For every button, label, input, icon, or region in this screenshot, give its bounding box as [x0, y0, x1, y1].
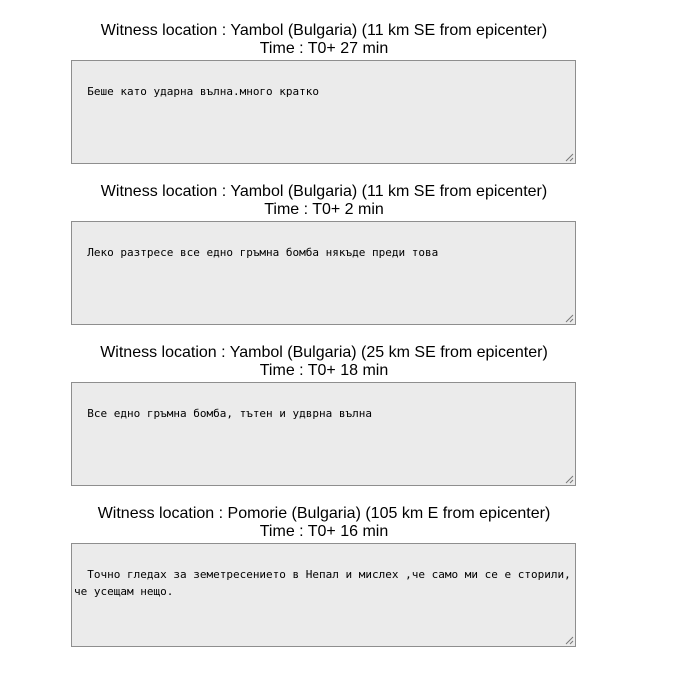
testimony-text: Точно гледах за земетресението в Непал и мислех ,че само ми се е сторили, че усещам нещо.: [74, 568, 578, 598]
witness-location: Witness location : Yambol (Bulgaria) (25 km SE from epicenter): [100, 344, 548, 361]
resize-grip-icon[interactable]: [565, 636, 574, 645]
witness-report: [0, 344, 648, 380]
witness-location: Witness location : Pomorie (Bulgaria) (105 km E from epicenter): [97, 505, 551, 522]
resize-grip-icon[interactable]: [565, 475, 574, 484]
testimony-textarea[interactable]: [71, 382, 576, 486]
testimony-text: Все едно гръмна бомба, тътен и удврна вълна: [87, 407, 373, 420]
witness-report: [0, 183, 648, 219]
testimony-textarea[interactable]: [71, 543, 576, 647]
resize-grip-icon[interactable]: [565, 153, 574, 162]
witness-time: Time : T0+ 16 min: [259, 523, 389, 540]
witness-report: [0, 22, 648, 58]
witness-time: Time : T0+ 27 min: [259, 40, 389, 57]
witness-time: Time : T0+ 18 min: [259, 362, 389, 379]
testimony-text: Беше като ударна вълна.много кратко: [87, 85, 320, 98]
witness-location: Witness location : Yambol (Bulgaria) (11 km SE from epicenter): [100, 22, 548, 39]
testimony-textarea[interactable]: [71, 60, 576, 164]
witness-location: Witness location : Yambol (Bulgaria) (11 km SE from epicenter): [100, 183, 548, 200]
witness-time: Time : T0+ 2 min: [264, 201, 384, 218]
witness-report: [0, 505, 648, 541]
resize-grip-icon[interactable]: [565, 314, 574, 323]
testimony-textarea[interactable]: [71, 221, 576, 325]
testimony-text: Леко разтресе все едно гръмна бомба някъде преди това: [87, 246, 439, 259]
